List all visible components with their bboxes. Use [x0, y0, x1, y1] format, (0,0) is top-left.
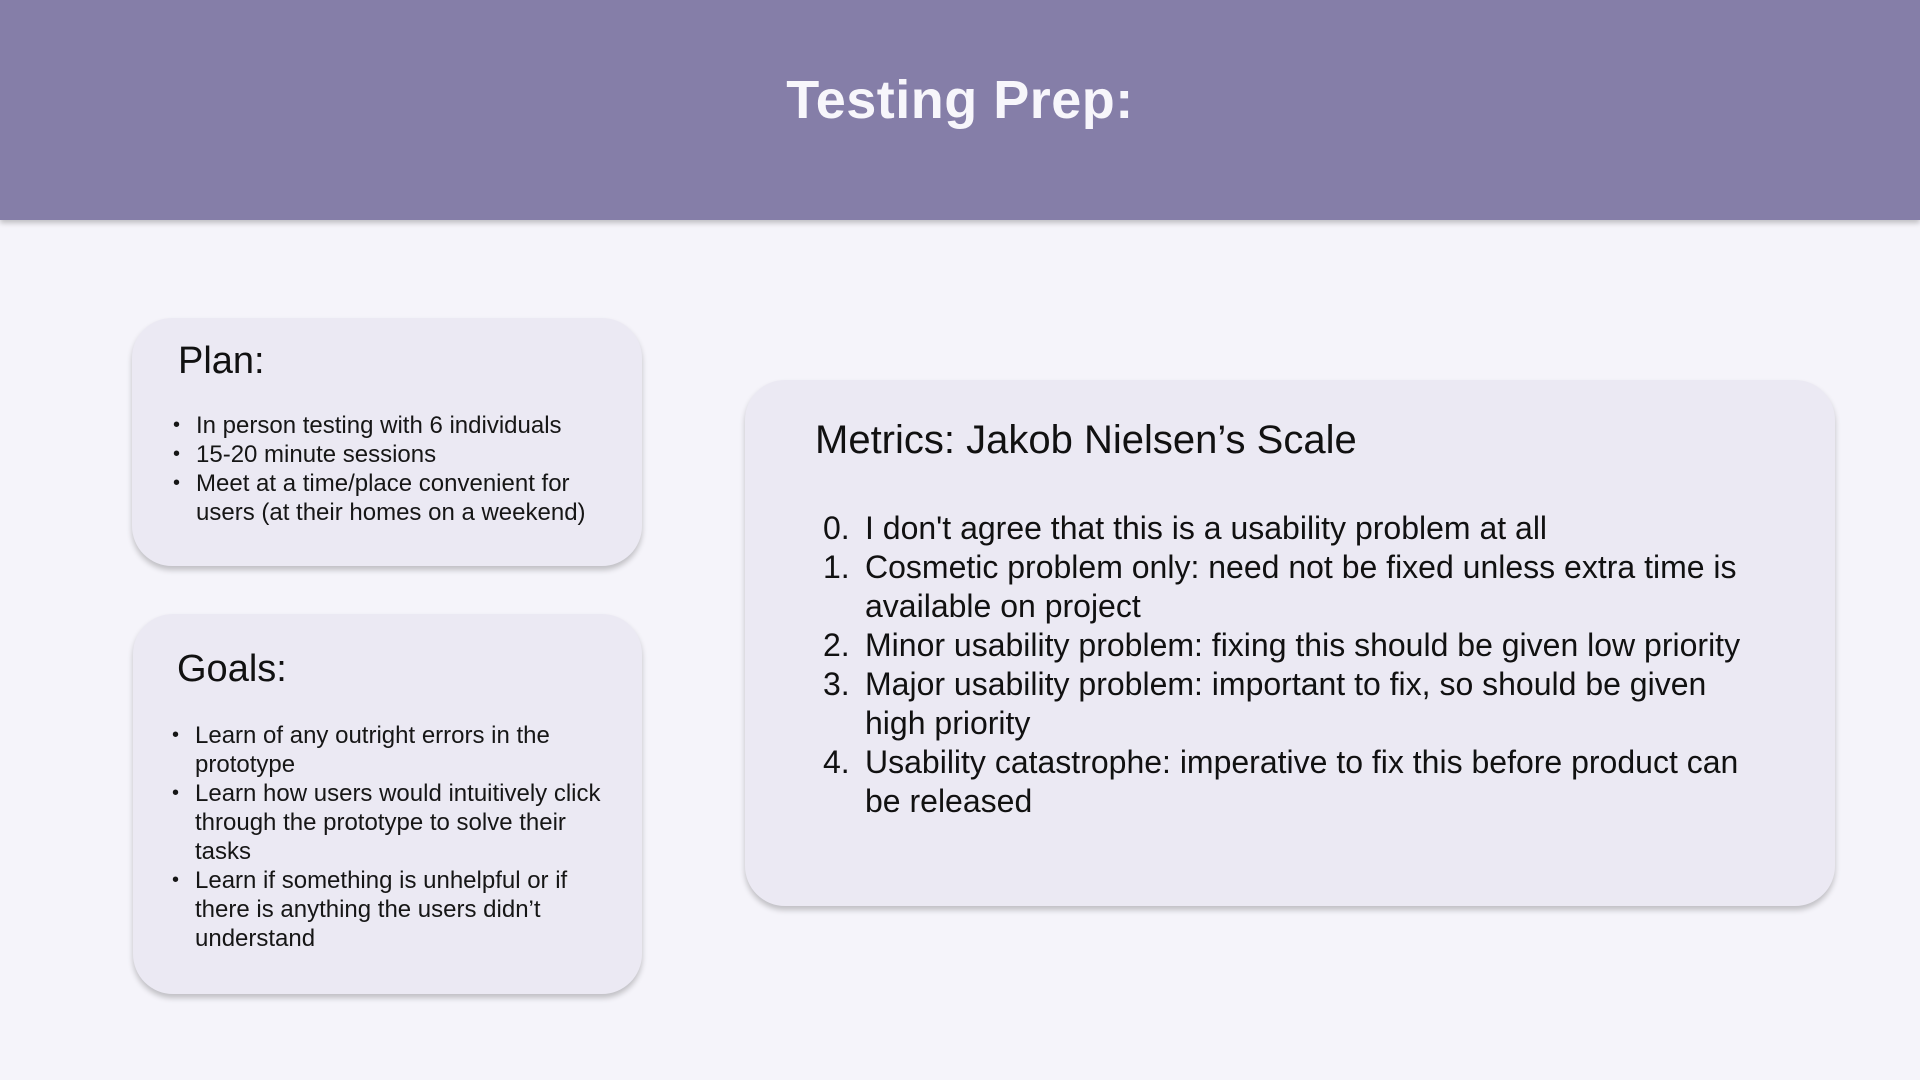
scale-number: 2. [823, 627, 850, 663]
list-item [173, 440, 612, 469]
scale-text: Usability catastrophe: imperative to fix this before product can be released [865, 744, 1739, 819]
metrics-card [745, 380, 1835, 906]
scale-number: 0. [823, 510, 850, 546]
title-banner [0, 0, 1920, 220]
bullet-icon: • [173, 414, 181, 436]
plan-item-text: 15-20 minute sessions [196, 441, 437, 468]
plan-list [173, 411, 612, 527]
scale-number: 3. [823, 666, 850, 702]
list-item [172, 779, 612, 866]
scale-text: I don't agree that this is a usability problem at all [865, 510, 1548, 546]
goals-list [172, 721, 612, 953]
bullet-icon: • [172, 782, 180, 804]
scale-text: Major usability problem: important to fix, so should be given high priority [865, 666, 1707, 741]
list-item [815, 509, 1775, 548]
plan-item-text: In person testing with 6 individuals [196, 412, 562, 439]
list-item [815, 548, 1775, 626]
bullet-icon: • [173, 472, 181, 494]
severity-scale-list [815, 509, 1775, 821]
goals-item-text: Learn how users would intuitively click through the prototype to solve their tasks [195, 780, 601, 865]
scale-text: Minor usability problem: fixing this should be given low priority [865, 627, 1741, 663]
page-title: Testing Prep: [786, 70, 1134, 130]
scale-text: Cosmetic problem only: need not be fixed unless extra time is available on project [865, 549, 1737, 624]
scale-number: 1. [823, 549, 850, 585]
list-item [815, 743, 1775, 821]
list-item [173, 469, 612, 527]
list-item [173, 411, 612, 440]
scale-number: 4. [823, 744, 850, 780]
list-item [172, 866, 612, 953]
list-item [172, 721, 612, 779]
metrics-title: Metrics: Jakob Nielsen’s Scale [815, 418, 1357, 462]
bullet-icon: • [173, 443, 181, 465]
goals-item-text: Learn of any outright errors in the prototype [195, 722, 550, 778]
plan-title: Plan: [178, 340, 265, 382]
list-item [815, 665, 1775, 743]
plan-card [132, 318, 642, 566]
goals-title: Goals: [177, 648, 287, 690]
list-item [815, 626, 1775, 665]
goals-card [133, 614, 642, 994]
bullet-icon: • [172, 724, 180, 746]
bullet-icon: • [172, 869, 180, 891]
goals-item-text: Learn if something is unhelpful or if there is anything the users didn’t understand [195, 867, 568, 952]
plan-item-text: Meet at a time/place convenient for users (at their homes on a weekend) [196, 470, 586, 526]
